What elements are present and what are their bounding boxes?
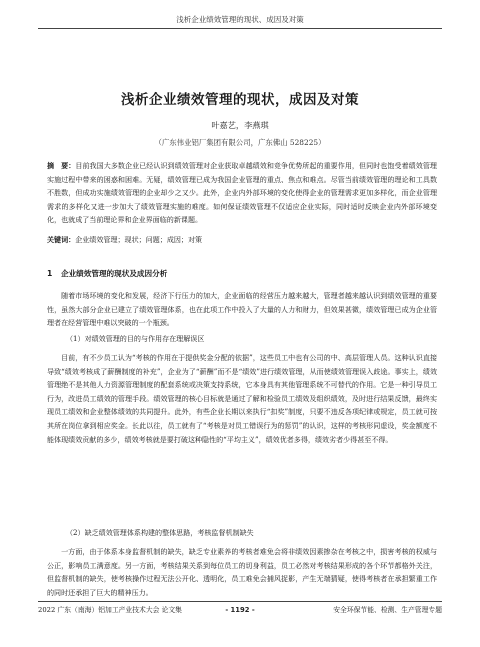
footer-proceedings: 2022 广东（南海）铝加工产业技术大会 论文集 — [38, 606, 182, 614]
paper-title: 浅析企业绩效管理的现状，成因及对策 — [121, 92, 359, 108]
subsection-1-heading: （1）对绩效管理的目的与作用存在理解误区 — [66, 334, 205, 343]
subsection-2-heading: （2）缺乏绩效管理体系构建的整体思路，考核监督机制缺失 — [66, 528, 254, 537]
section-number: 1 — [47, 269, 53, 278]
keywords — [47, 233, 437, 247]
footer-page-number: - 1192 - — [225, 606, 255, 614]
keywords-text: 企业绩效管理；现状；问题；成因；对策 — [75, 235, 203, 244]
section-title: 企业绩效管理的现状及成因分析 — [61, 269, 168, 278]
footer-topic: 安全环保节能、检测、生产管理专题 — [333, 606, 442, 614]
page-footer — [38, 601, 442, 618]
subsection-1-paragraph: 目前，有不少员工认为“考核的作用在于提供奖金分配的依据”，这些员工中也有公司的中、高层管理人员。这种认识直接导致“绩效考核成了薪酬制度的补充”，企业为了“薪酬”而不是“绩效”进行绩效管理，从而使绩效管理误入歧途。事实上，绩效管理绝不是其他人力资源管理制度的配套系统或决策支持系统，它本身具有其他管理系统不可替代的作用。它是一种引导员工行为，改进员工绩效的管理手段。绩效管理的核心目标就是通过了解和检验员工绩效及组织绩效，及时进行结果反馈，最终实现员工绩效和企业整体绩效的共同提升。此外，有些企业长期以来执行“扣奖”制度，只要不违反各项纪律或规定，员工就可按其所在岗位拿到相应奖金。长此以往，员工就有了“考核是对员工错误行为的惩罚”的认识，这样的考核形同虚设，奖金额度不能体现绩效贡献的多少，绩效考核就是要打破这种隐性的“平均主义”，绩效优者多得，绩效劣者少得甚至不得。 — [47, 353, 437, 444]
section-heading — [47, 268, 167, 279]
abstract-label: 摘 要： — [47, 161, 76, 170]
keywords-label: 关键词： — [47, 235, 76, 244]
paper-authors: 叶嘉艺，李燕琪 — [211, 120, 269, 130]
paper-affiliation: （广东伟业铝厂集团有限公司，广东佛山 528225） — [154, 138, 326, 147]
abstract-text: 目前我国大多数企业已经认识到绩效管理对企业获取卓越绩效和竞争优势所起的重要作用，但同时也饱受着绩效管理实施过程中带来的困惑和困难。无疑，绩效管理已成为我国企业管理的重点、焦点和难点。尽管当前绩效管理的理论和工具数不胜数，但成功实施绩效管理的企业却少之又少。此外，企业内外部环境的变化使得企业的管理需求更加多样化，而企业管理需求的多样化又进一步加大了绩效管理实施的难度。如何保证绩效管理不仅适应企业实际，同时适时反映企业内外部环境变化，也就成了当前理论界和企业界面临的新课题。 — [47, 161, 437, 225]
abstract — [47, 159, 437, 227]
subsection-2-paragraph: 一方面，由于体系本身监督机制的缺失，缺乏专业素养的考核者难免会将非绩效因素掺杂在考核之中，损害考核的权威与公正，影响员工满意度。另一方面，考核结果关系到每位员工的切身利益，员工必然对考核结果形成的各个环节都格外关注，但监督机制的缺失，使考核操作过程无法公开化、透明化，员工难免会捕风捉影，产生无端猜疑，使得考核者在承担繁重工作的同时还承担了巨大的精神压力。 — [47, 547, 437, 597]
section-intro-paragraph: 随着市场环境的变化和发展，经济下行压力的加大，企业面临的经营压力越来越大，管理者越来越认识到绩效管理的重要性，虽然大部分企业已建立了绩效管理体系，也在此项工作中投入了大量的人力和财力，但效果甚微，绩效管理已成为企业管理者在经营管理中难以突破的一个瓶颈。 — [47, 291, 437, 328]
running-header: 浅析企业绩效管理的现状、成因及对策 — [38, 12, 442, 29]
